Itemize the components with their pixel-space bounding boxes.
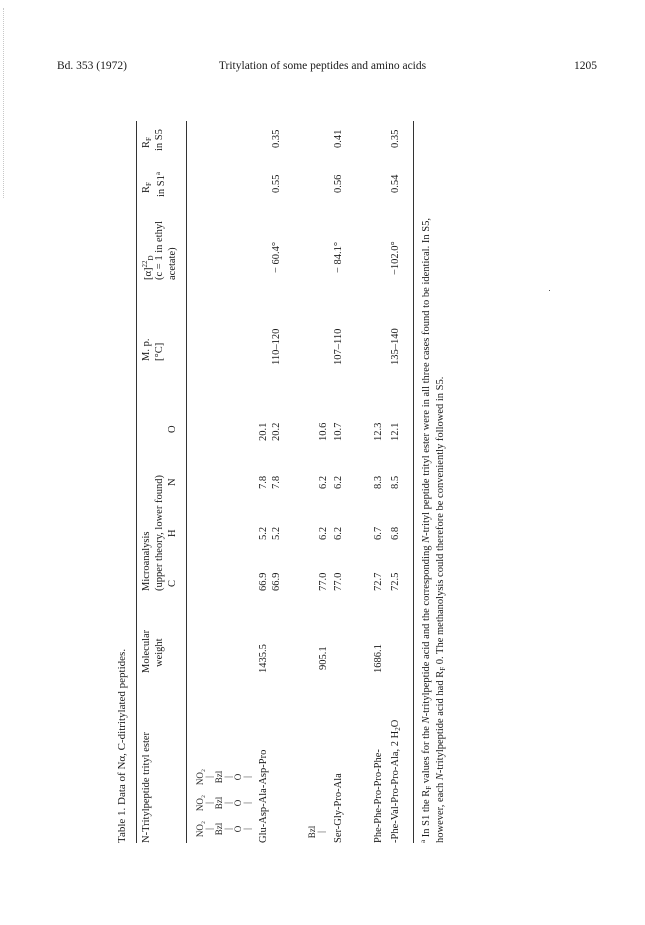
bond-mark: | (222, 827, 233, 830)
carbon-found: 66.9 (270, 572, 282, 591)
nitrogen-theory: 7.8 (257, 475, 269, 489)
col-header-mw-line2: weight (153, 637, 165, 667)
peptide-name: Ser-Gly-Pro-Ala (332, 772, 344, 843)
col-header-rf-s5-solvent: in S5 (153, 128, 165, 151)
protecting-group-stack: NO₂ | Bzl | O | (196, 815, 253, 843)
rf-s5: 0.41 (332, 129, 344, 148)
col-header-mp-line2: [°C] (153, 342, 165, 361)
oxygen-theory: 12.3 (372, 422, 384, 441)
rotated-table-block (86, 93, 606, 853)
col-header-microanalysis-note: (upper theory, lower found) (153, 474, 165, 591)
nitrogen-theory: 8.3 (372, 475, 384, 489)
col-header-rotation: $[\alpha]^{22}_D$ (140, 254, 155, 280)
protecting-group-stack: NO₂ | Bzl | O | (196, 763, 253, 791)
rf-s5: 0.35 (389, 129, 401, 148)
col-header-rotation-solvent: acetate) (166, 246, 178, 280)
hydrogen-found: 5.2 (270, 526, 282, 540)
specific-rotation: − 84.1° (332, 241, 344, 273)
bond-mark: | (203, 775, 214, 778)
col-header-oxygen: O (166, 424, 178, 433)
carbon-theory: 72.7 (372, 572, 384, 591)
bond-mark: | (315, 830, 326, 833)
col-header-nitrogen: N (166, 477, 178, 486)
table-bottom-rule (413, 121, 414, 843)
bond-mark: | (222, 775, 233, 778)
nitrogen-theory: 6.2 (317, 475, 329, 489)
col-header-rotation-conditions: (c = 1 in ethyl (153, 220, 165, 280)
table-top-rule (136, 121, 137, 843)
hydrogen-theory: 5.2 (257, 526, 269, 540)
molecular-weight: 905.1 (317, 645, 329, 670)
molecular-weight: 1686.1 (372, 643, 384, 673)
molecular-weight: 1435.5 (257, 643, 269, 673)
journal-volume: Bd. 353 (1972) (57, 60, 127, 72)
col-header-rf-s1-solvent: in S1$^a$ (153, 171, 167, 197)
page-number: 1205 (574, 60, 597, 72)
rf-s1: 0.54 (389, 174, 401, 193)
carbon-theory: 77.0 (317, 572, 329, 591)
col-header-carbon: C (166, 579, 178, 587)
oxygen-found: 20.2 (270, 422, 282, 441)
peptide-name: Glu-Asp-Ala-Asp-Pro (257, 749, 269, 843)
oxygen-theory: 20.1 (257, 422, 269, 441)
col-header-microanalysis: Microanalysis (140, 531, 152, 591)
table-header-rule (186, 121, 187, 843)
bond-mark: | (241, 827, 252, 830)
col-header-hydrogen: H (166, 528, 178, 537)
oxygen-theory: 10.6 (317, 422, 329, 441)
protecting-group-stack: NO₂ | Bzl | O | (196, 789, 253, 817)
hydrogen-found: 6.2 (332, 526, 344, 540)
peptide-name-line2: -Phe-Val-Pro-Pro-Ala, 2 $H_2O$ (389, 719, 402, 843)
col-header-rf-s5: $R_F$ (140, 136, 153, 148)
nitrogen-found: 8.5 (389, 475, 401, 489)
carbon-theory: 66.9 (257, 572, 269, 591)
carbon-found: 72.5 (389, 572, 401, 591)
rf-s5: 0.35 (270, 129, 282, 148)
oxygen-found: 12.1 (389, 422, 401, 441)
melting-point: 107–110 (332, 328, 344, 365)
melting-point: 110–120 (270, 328, 282, 365)
col-header-mw-line1: Molecular (140, 629, 152, 673)
nitrogen-found: 7.8 (270, 475, 282, 489)
oxygen-found: 10.7 (332, 422, 344, 441)
col-header-rf-s1: $R_F$ (140, 181, 153, 193)
table-footnote: $^a$ In S1 the $R_F$ values for the N-tritylpeptide acid and the corresponding N-trityl peptide trityl ester were in all three cases found to be identical. In S5, however, each N-tritylpeptide acid had $R_F$ 0. The methanolysis could therefore be conveniently followed in S5. (418, 217, 447, 843)
hydrogen-theory: 6.7 (372, 526, 384, 540)
bond-mark: | (241, 775, 252, 778)
col-header-peptide: N-Tritylpeptide trityl ester (140, 731, 152, 843)
col-header-mp-line1: M. p. (140, 338, 152, 361)
nitrogen-found: 6.2 (332, 475, 344, 489)
bond-mark: | (241, 801, 252, 804)
bond-mark: | (203, 827, 214, 830)
protecting-group-stack: Bzl | (308, 821, 327, 843)
running-title: Tritylation of some peptides and amino acids (218, 60, 427, 72)
melting-point: 135–140 (389, 327, 401, 365)
bond-mark: | (203, 801, 214, 804)
hydrogen-theory: 6.2 (317, 526, 329, 540)
specific-rotation: −102.0° (389, 240, 401, 275)
peptide-name-line1: Phe-Phe-Pro-Pro-Phe- (372, 748, 384, 843)
table-caption: Table 1. Data of Nα, C-ditritylated peptides. (115, 648, 128, 843)
specific-rotation: − 60.4° (270, 241, 282, 273)
rf-s1: 0.55 (270, 174, 282, 193)
bond-mark: | (222, 801, 233, 804)
hydrogen-found: 6.8 (389, 526, 401, 540)
scan-margin-dots (3, 8, 5, 198)
carbon-found: 77.0 (332, 572, 344, 591)
rf-s1: 0.56 (332, 174, 344, 193)
